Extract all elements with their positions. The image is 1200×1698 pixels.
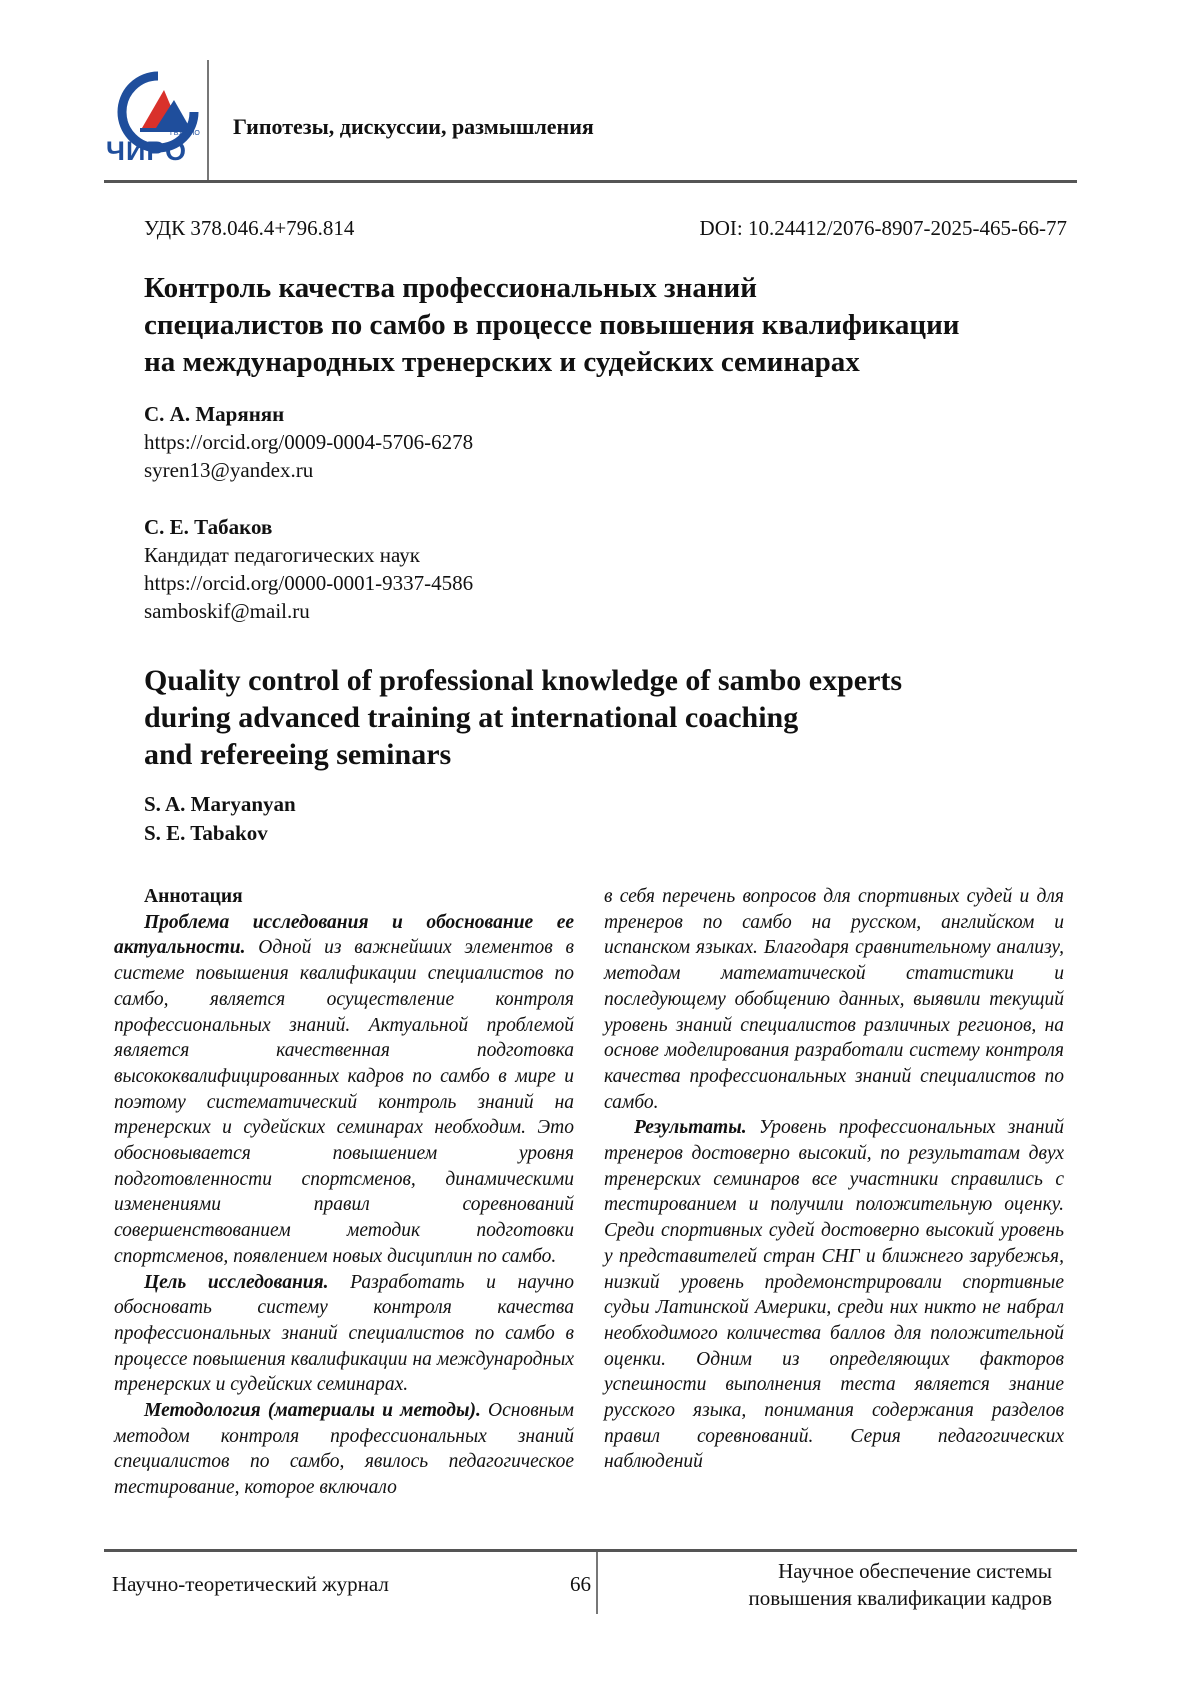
- author-block: [144, 513, 473, 625]
- chiro-logo: [106, 70, 204, 174]
- author-email[interactable]: syren13@yandex.ru: [144, 458, 314, 482]
- article-title-ru: [144, 270, 1084, 381]
- author-degree: Кандидат педагогических наук: [144, 543, 420, 567]
- footer-journal-line: Научное обеспечение системы: [778, 1559, 1052, 1583]
- article-title-en: [144, 662, 1084, 773]
- abstract-problem: [114, 910, 574, 1270]
- results-text: Уровень профессиональных знаний тренеров достоверно высокий, по результатам двух тренерских семинаров все участники справились с тестированием и получили положительную оценку. Среди спортивных судей достоверно высокий уровень у представителей стран СНГ и ближнего зарубежья, низкий уровень продемонстрировали спортивные судьи Латинской Америки, среди них никто не набрал необходимого количества баллов для положительной оценки. Одним из определяющих факторов успешности выполнения теста является знание русского языка, понимания содержания разделов правил соревнований. Серия педагогических наблюдений: [604, 1117, 1064, 1473]
- authors-en: [144, 790, 296, 848]
- goal-text: Разработать и научно обосновать систему контроля качества профессиональных знаний специалистов по самбо в процессе повышения квалификации на международных тренерских и судейских семинарах.: [114, 1271, 575, 1396]
- abstract-results: [604, 1115, 1064, 1475]
- author-name: С. Е. Табаков: [144, 515, 273, 539]
- goal-label: Цель исследования.: [144, 1271, 329, 1293]
- footer-journal-name: [748, 1558, 1052, 1612]
- method-text-end: в себя перечень вопросов для спортивных судей и для тренеров по самбо на русском, английском и испанском языках. Благодаря сравнительному анализу, методам математической статистики и последующему обобщению данных, выявили текущий уровень знаний специалистов различных регионов, на основе моделирования разработали систему контроля качества профессиональных знаний специалистов по самбо.: [604, 886, 1064, 1113]
- title-en-line: and refereeing seminars: [144, 738, 452, 771]
- author-orcid[interactable]: https://orcid.org/0000-0001-9337-4586: [144, 571, 474, 595]
- title-ru-line: Контроль качества профессиональных знаний: [144, 272, 757, 304]
- title-en-line: during advanced training at international coaching: [144, 701, 799, 734]
- abstract-column-right: [604, 884, 1064, 1475]
- title-ru-line: специалистов по самбо в процессе повышения квалификации: [144, 309, 960, 341]
- abstract-column-left: [114, 884, 574, 1501]
- section-title: Гипотезы, дискуссии, размышления: [233, 114, 594, 139]
- header-divider-vertical: [207, 60, 209, 181]
- problem-label: Проблема исследования и обоснование ее актуальности.: [114, 911, 574, 959]
- doi[interactable]: DOI: 10.24412/2076-8907-2025-465-66-77: [699, 216, 1067, 240]
- method-continued: [604, 884, 1064, 1115]
- author-block: [144, 400, 473, 484]
- abstract-heading: Аннотация: [144, 886, 243, 907]
- author-name: С. А. Марянян: [144, 402, 285, 426]
- header-rule: [104, 180, 1077, 183]
- title-ru-line: на международных тренерских и судейских семинарах: [144, 346, 860, 378]
- logo-text: ЧИРО: [106, 136, 188, 166]
- page-number: 66: [570, 1572, 591, 1596]
- footer-rule: [104, 1549, 1077, 1552]
- abstract-goal: [114, 1270, 574, 1399]
- author-name-en: S. A. Maryanyan: [144, 792, 296, 816]
- footer-divider-vertical: [596, 1552, 598, 1614]
- footer-journal-line: повышения квалификации кадров: [748, 1586, 1052, 1610]
- author-orcid[interactable]: https://orcid.org/0009-0004-5706-6278: [144, 430, 474, 454]
- abstract-method: [114, 1398, 574, 1501]
- author-name-en: S. E. Tabakov: [144, 821, 268, 845]
- author-email[interactable]: samboskif@mail.ru: [144, 599, 310, 623]
- problem-text: Одной из важнейших элементов в системе повышения квалификации специалистов по самбо, является осуществление контроля профессиональных знаний. Актуальной проблемой является качественная подготовка высококвалифицированных кадров по самбо в мире и поэтому систематический контроль знаний на тренерских и судейских семинарах необходим. Это обосновывается повышением уровня подготовленности спортсменов, динамическими изменениями правил соревнований совершенствованием методик подготовки спортсменов, появлением новых дисциплин по самбо.: [114, 937, 574, 1267]
- udk-code: УДК 378.046.4+796.814: [144, 216, 355, 240]
- title-en-line: Quality control of professional knowledge of sambo experts: [144, 664, 903, 697]
- footer-journal-type: Научно-теоретический журнал: [112, 1572, 389, 1596]
- method-label: Методология (материалы и методы).: [144, 1400, 481, 1422]
- logo-small-text: ГБУ ДПО: [170, 130, 200, 137]
- method-text-start: Основным методом контроля профессиональных знаний специалистов по самбо, явилось педагогическое тестирование, которое включало: [114, 1400, 575, 1499]
- results-label: Результаты.: [634, 1117, 747, 1139]
